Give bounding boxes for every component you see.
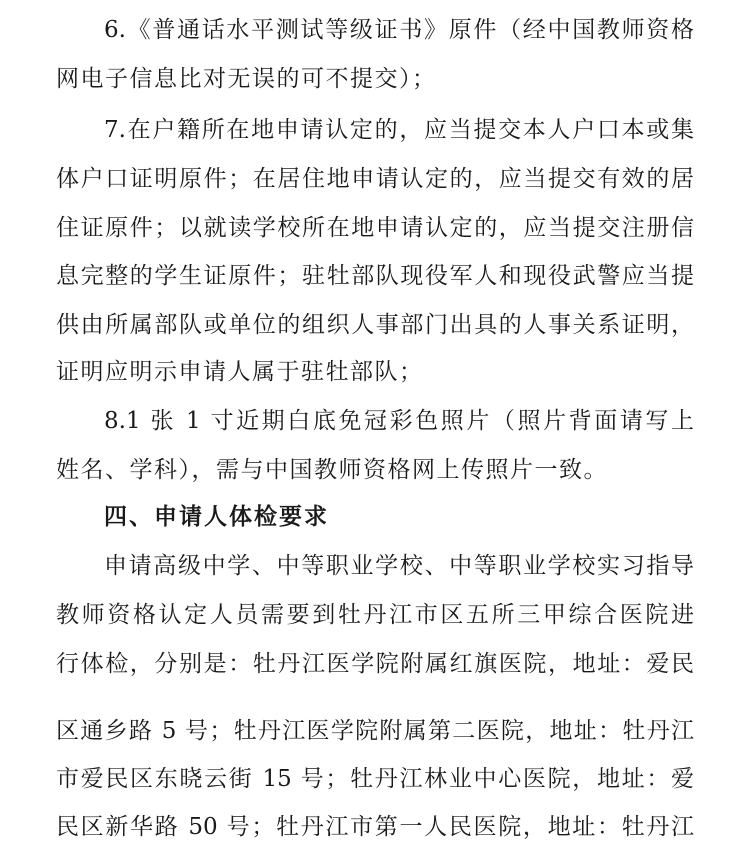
text-line-13: 教师资格认定人员需要到牡丹江市区五所三甲综合医院进	[56, 602, 694, 628]
text-line-5: 住证原件；以就读学校所在地申请认定的，应当提交注册信	[56, 215, 694, 241]
text-line-3: 7.在户籍所在地申请认定的，应当提交本人户口本或集	[104, 117, 694, 143]
text-line-12: 申请高级中学、中等职业学校、中等职业学校实习指导	[104, 553, 694, 579]
text-line-9: 8.1 张 1 寸近期白底免冠彩色照片（照片背面请写上	[104, 408, 694, 434]
text-line-16: 市爱民区东晓云街 15 号；牡丹江林业中心医院，地址：爱	[56, 766, 694, 792]
text-line-17: 民区新华路 50 号；牡丹江市第一人民医院，地址：牡丹江	[56, 814, 694, 840]
text-line-14: 行体检，分别是：牡丹江医学院附属红旗医院，地址：爱民	[56, 651, 694, 677]
text-line-1: 6.《普通话水平测试等级证书》原件（经中国教师资格	[104, 17, 694, 43]
text-line-15: 区通乡路 5 号；牡丹江医学院附属第二医院，地址：牡丹江	[56, 718, 694, 744]
text-line-4: 体户口证明原件；在居住地申请认定的，应当提交有效的居	[56, 166, 694, 192]
text-line-8: 证明应明示申请人属于驻牡部队；	[56, 359, 424, 385]
text-line-10: 姓名、学科），需与中国教师资格网上传照片一致。	[56, 457, 608, 483]
text-line-2: 网电子信息比对无误的可不提交）；	[56, 66, 437, 92]
text-line-7: 供由所属部队或单位的组织人事部门出具的人事关系证明，	[56, 312, 694, 338]
text-line-6: 息完整的学生证原件；驻牡部队现役军人和现役武警应当提	[56, 263, 694, 289]
section-heading: 四、申请人体检要求	[104, 504, 329, 530]
